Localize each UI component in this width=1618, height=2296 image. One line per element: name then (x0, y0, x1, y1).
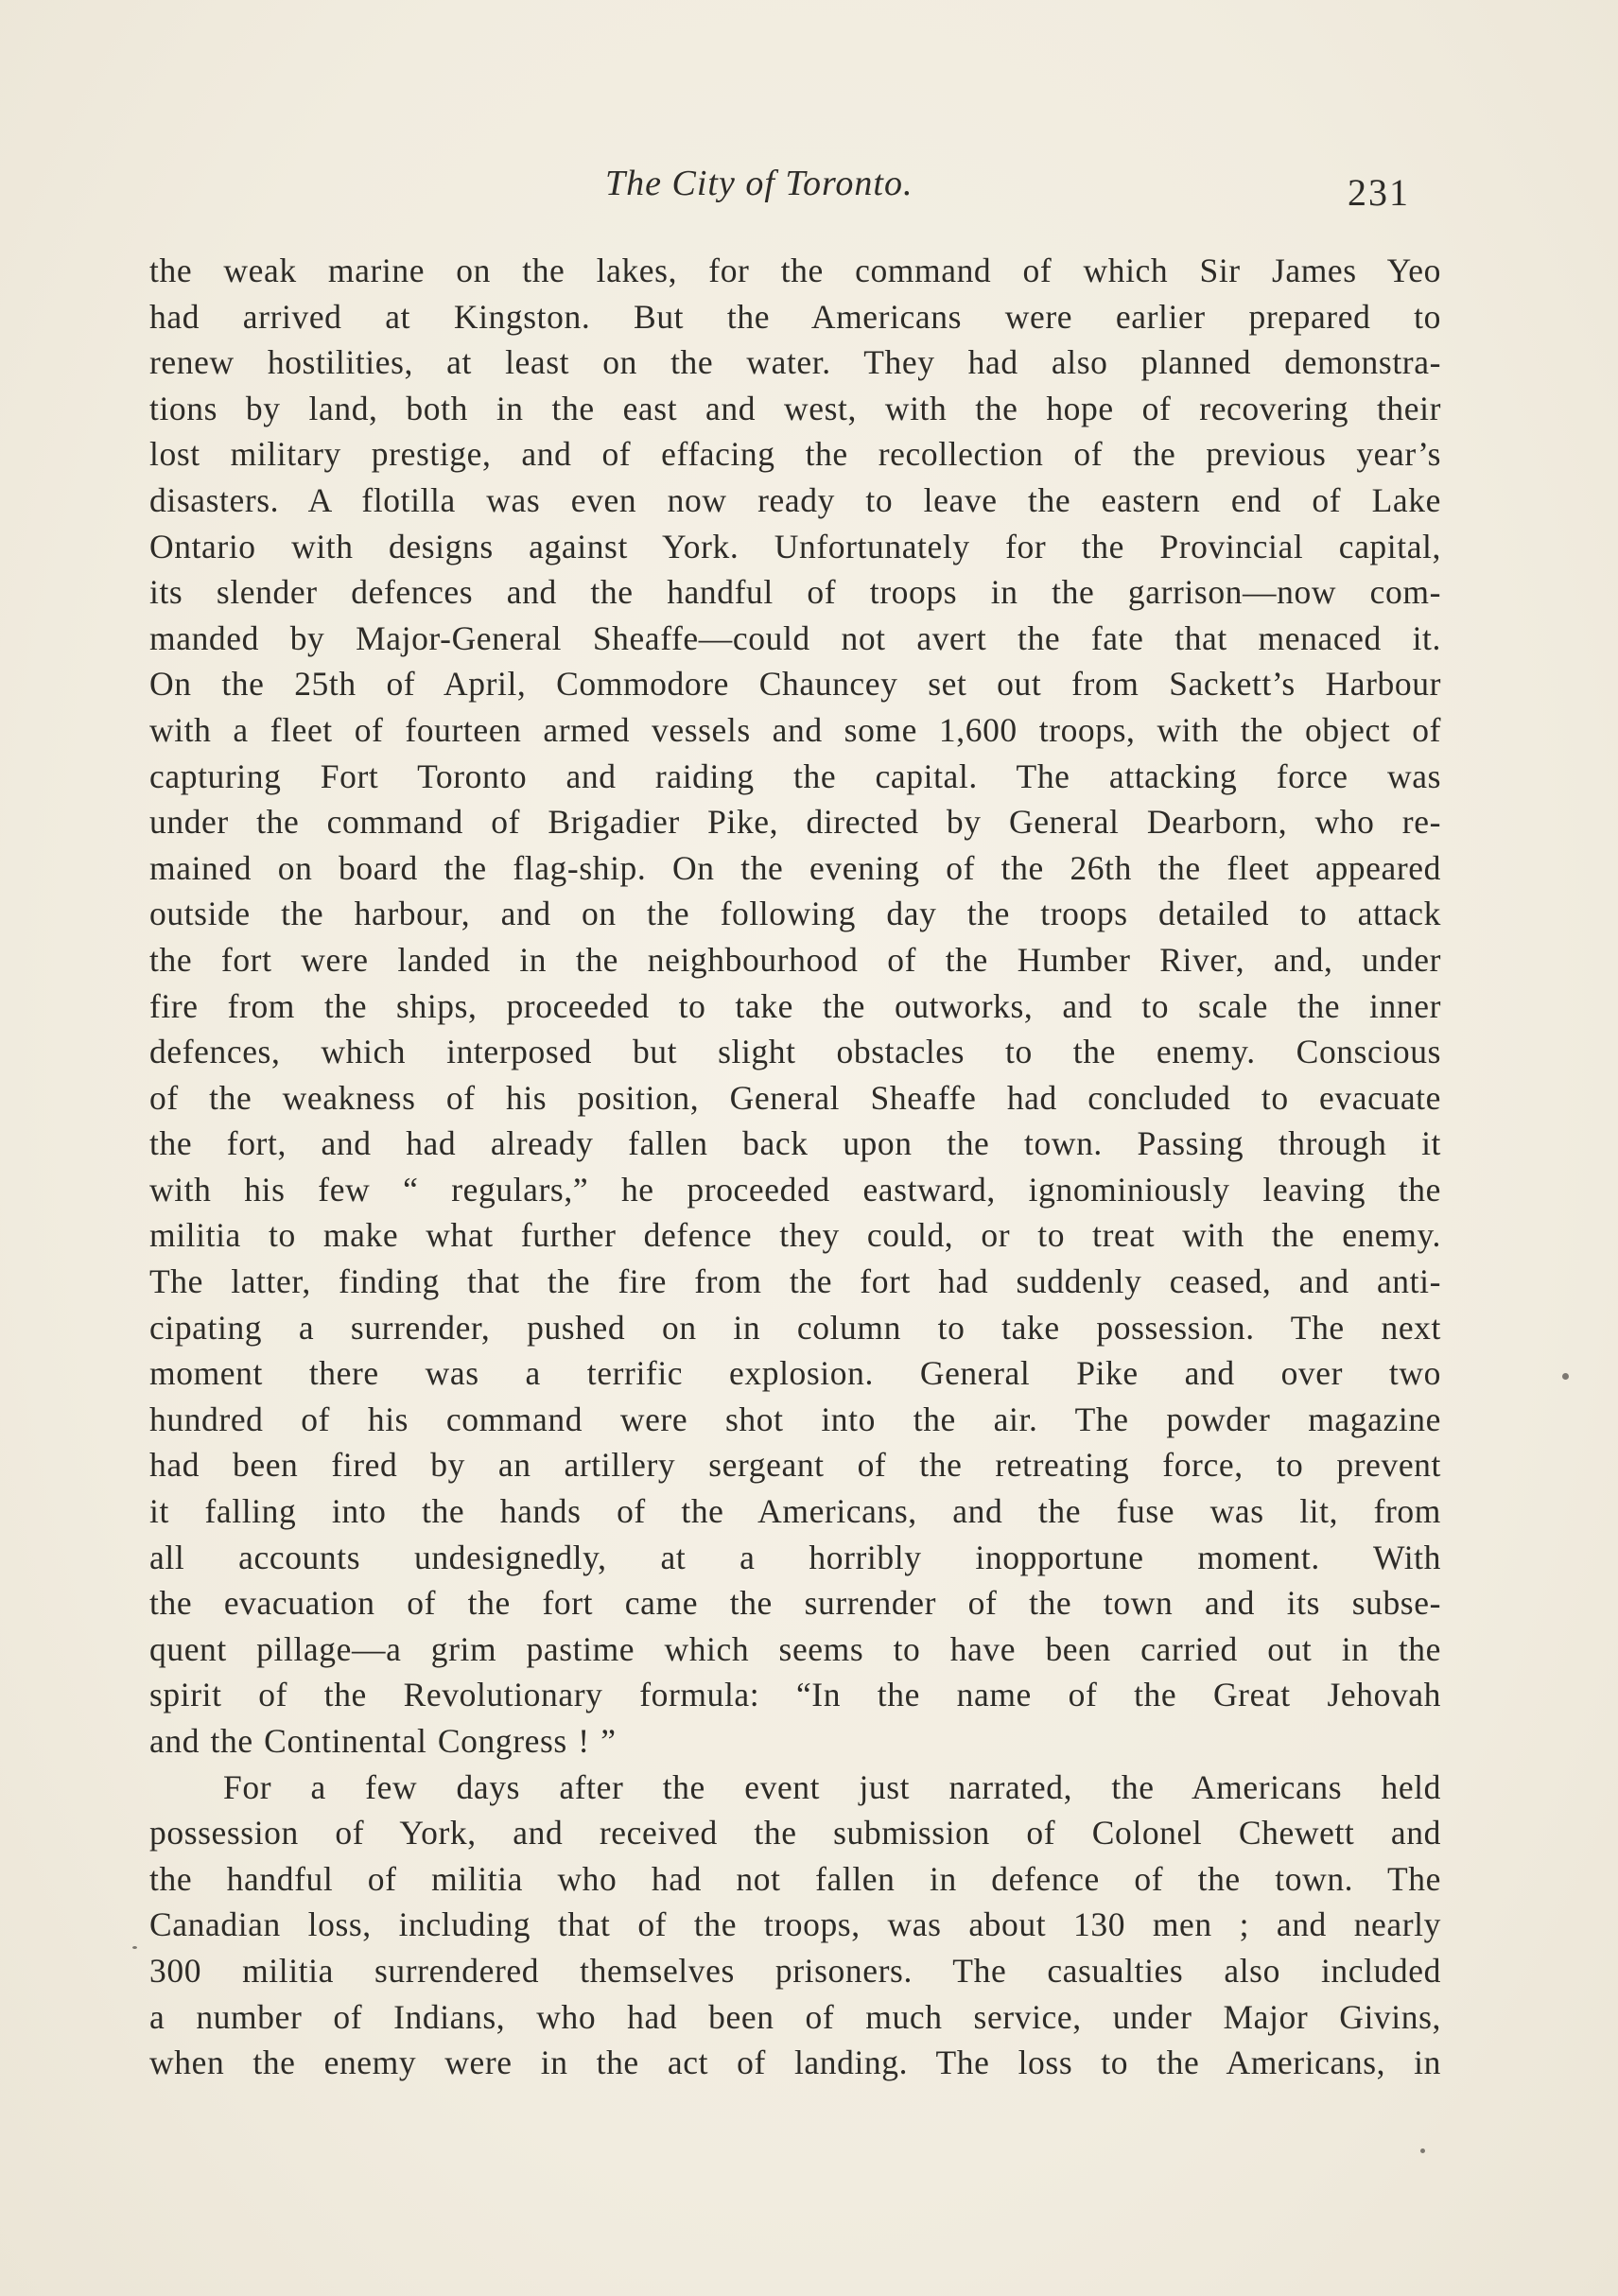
running-head-title: The City of Toronto. (605, 164, 913, 203)
text-line: had been fired by an artillery sergeant of the retreating force, to prevent (149, 1446, 1441, 1485)
text-line: and the Continental Congress ! ” (149, 1722, 617, 1760)
text-line: renew hostilities, at least on the water. They had also planned demonstra- (149, 343, 1441, 382)
text-line: capturing Fort Toronto and raiding the capital. The attacking force was (149, 757, 1441, 795)
text-line: outside the harbour, and on the following day the troops detailed to attack (149, 895, 1441, 933)
text-line: moment there was a terrific explosion. General Pike and over two (149, 1354, 1441, 1393)
text-line: disasters. A flotilla was even now ready to leave the eastern end of Lake (149, 480, 1441, 519)
text-line: militia to make what further defence they could, or to treat with the enemy. (149, 1216, 1441, 1255)
paragraph-1 (149, 248, 1441, 1765)
text-line: On the 25th of April, Commodore Chauncey set out from Sackett’s Harbour (149, 665, 1441, 704)
page-number: 231 (1348, 171, 1410, 214)
text-line: Canadian loss, including that of the troops, was about 130 men ; and nearly (149, 1905, 1441, 1944)
text-line: possession of York, and received the submission of Colonel Chewett and (149, 1814, 1441, 1852)
text-line: cipating a surrender, pushed on in column to take possession. The next (149, 1308, 1441, 1347)
text-line: manded by Major-General Sheaffe—could not avert the fate that menaced it. (149, 618, 1441, 657)
text-line: For a few days after the event just narrated, the Americans held (223, 1767, 1441, 1806)
text-line: The latter, finding that the fire from the fort had suddenly ceased, and anti- (149, 1262, 1441, 1301)
text-line: spirit of the Revolutionary formula: “In the name of the Great Jehovah (149, 1676, 1441, 1714)
text-line: the weak marine on the lakes, for the command of which Sir James Yeo (149, 252, 1441, 289)
text-line: 300 militia surrendered themselves prisoners. The casualties also included (149, 1951, 1441, 1990)
text-line: defences, which interposed but slight obstacles to the enemy. Conscious (149, 1033, 1441, 1071)
text-line: tions by land, both in the east and west, with the hope of recovering their (149, 389, 1441, 427)
text-line: had arrived at Kingston. But the Americans were earlier prepared to (149, 297, 1441, 336)
text-line: its slender defences and the handful of troops in the garrison—now com- (149, 573, 1441, 612)
text-line: quent pillage—a grim pastime which seems to have been carried out in the (149, 1629, 1441, 1668)
text-line: with a fleet of fourteen armed vessels and some 1,600 troops, with the object of (149, 710, 1441, 749)
text-line: the handful of militia who had not fallen in defence of the town. The (149, 1859, 1441, 1898)
text-line: lost military prestige, and of effacing the recollection of the previous year’s (149, 435, 1441, 474)
text-line: of the weakness of his position, General Sheaffe had concluded to evacuate (149, 1078, 1441, 1117)
text-line: it falling into the hands of the Americans, and the fuse was lit, from (149, 1492, 1441, 1531)
text-line: fire from the ships, proceeded to take the outworks, and to scale the inner (149, 986, 1441, 1025)
text-line: a number of Indians, who had been of much service, under Major Givins, (149, 1997, 1441, 2036)
text-line: the fort were landed in the neighbourhood of the Humber River, and, under (149, 940, 1441, 979)
text-line: Ontario with designs against York. Unfortunately for the Provincial capital, (149, 527, 1441, 565)
paragraph-2 (149, 1765, 1441, 2086)
text-line: the fort, and had already fallen back upon the town. Passing through it (149, 1124, 1441, 1163)
body-text (149, 248, 1441, 2086)
paper-speck (1562, 1373, 1569, 1380)
text-line: with his few “ regulars,” he proceeded eastward, ignominiously leaving the (149, 1170, 1441, 1209)
text-line: when the enemy were in the act of landing. The loss to the Americans, in (149, 2044, 1441, 2082)
text-line: mained on board the flag-ship. On the evening of the 26th the fleet appeared (149, 848, 1441, 887)
paper-speck (132, 1946, 137, 1949)
running-head (0, 163, 1618, 219)
paper-speck (1420, 2148, 1425, 2153)
text-line: hundred of his command were shot into the air. The powder magazine (149, 1400, 1441, 1438)
text-line: the evacuation of the fort came the surrender of the town and its subse- (149, 1584, 1441, 1623)
text-line: all accounts undesignedly, at a horribly inopportune moment. With (149, 1538, 1441, 1576)
text-line: under the command of Brigadier Pike, directed by General Dearborn, who re- (149, 803, 1441, 842)
